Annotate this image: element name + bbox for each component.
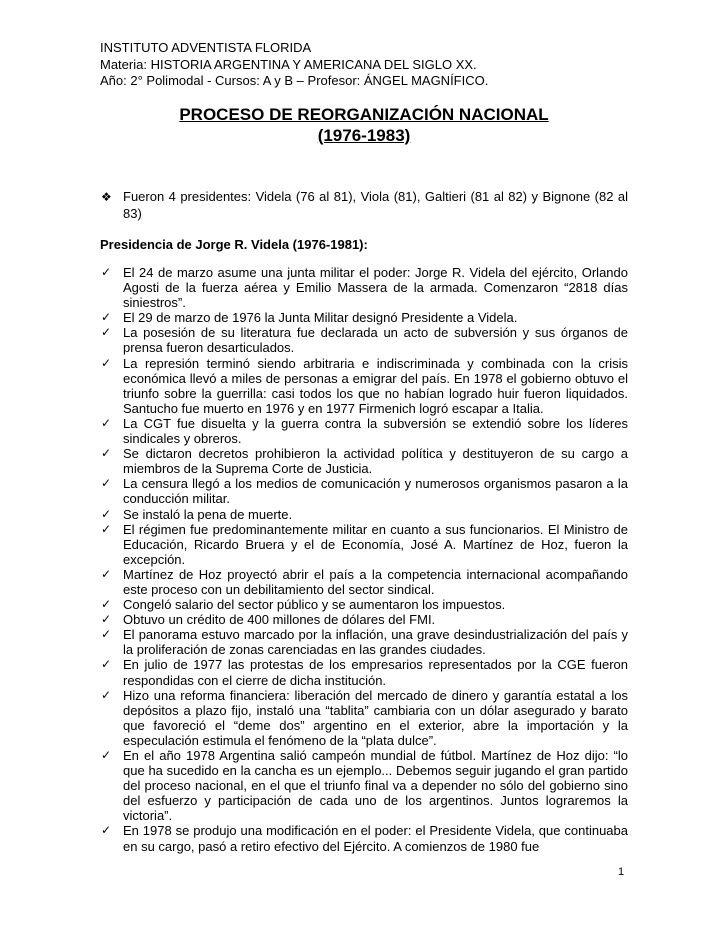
list-item-text: Se dictaron decretos prohibieron la actividad política y destituyeron de su cargo a miembros de la Suprema Corte de Justicia. (123, 446, 628, 477)
title-main: PROCESO DE REORGANIZACIÓN NACIONAL (179, 105, 549, 124)
list-item (100, 522, 628, 567)
list-item (100, 507, 628, 522)
institution-name: INSTITUTO ADVENTISTA FLORIDA (100, 40, 312, 55)
list-item-text: El régimen fue predominantemente militar en cuanto a sus funcionarios. El Ministro de Educación, Ricardo Bruera y el de Economía, José A. Martínez de Hoz, fueron la excepción. (123, 521, 628, 567)
list-item (100, 688, 628, 748)
list-item (100, 446, 628, 476)
list-item (100, 416, 628, 446)
section-heading: Presidencia de Jorge R. Videla (1976-1981): (100, 237, 368, 252)
checkmark-bullet-icon: ✓ (101, 415, 112, 430)
checkmark-bullet-icon: ✓ (101, 687, 112, 702)
list-item-text: Martínez de Hoz proyectó abrir el país a la competencia internacional acompañando este proceso con un debilitamiento del sector sindical. (123, 566, 628, 597)
list-item (100, 356, 628, 416)
list-item (100, 748, 628, 823)
course-line: Año: 2° Polimodal - Cursos: A y B – Profesor: ÁNGEL MAGNÍFICO. (100, 73, 489, 88)
list-item-text: Se instaló la pena de muerte. (123, 506, 293, 522)
check-list (100, 265, 628, 854)
checkmark-bullet-icon: ✓ (101, 476, 112, 491)
checkmark-bullet-icon: ✓ (101, 325, 112, 340)
list-item-text: La censura llegó a los medios de comunicación y numerosos organismos pasaron a la conducción militar. (123, 476, 628, 507)
list-item (100, 325, 628, 355)
list-item-text: El 24 de marzo asume una junta militar el poder: Jorge R. Videla del ejército, Orlando Agosti de la fuerza aérea y Emilio Massera de la armada. Comenzaron “2818 días siniestros”. (123, 265, 628, 311)
checkmark-bullet-icon: ✓ (101, 355, 112, 370)
page-number: 1 (618, 866, 625, 878)
list-item (100, 657, 628, 687)
subject-line: Materia: HISTORIA ARGENTINA Y AMERICANA DEL SIGLO XX. (100, 56, 477, 72)
checkmark-bullet-icon: ✓ (101, 566, 112, 581)
checkmark-bullet-icon: ✓ (101, 823, 112, 838)
diamond-bullet-icon: ❖ (101, 190, 112, 204)
intro-list (100, 189, 628, 222)
list-item-text: Congeló salario del sector público y se aumentaron los impuestos. (123, 597, 506, 613)
list-item-text: Obtuvo un crédito de 400 millones de dólares del FMI. (123, 612, 436, 628)
list-item (100, 189, 628, 222)
title-years: (1976-1983) (317, 126, 411, 145)
list-item (100, 597, 628, 612)
list-item-text: En julio de 1977 las protestas de los empresarios representados por la CGE fueron respondidas con el cierre de dicha institución. (123, 657, 628, 688)
document-header (100, 40, 488, 90)
list-item (100, 310, 628, 325)
list-item (100, 476, 628, 506)
list-item (100, 265, 628, 310)
list-item (100, 823, 628, 853)
checkmark-bullet-icon: ✓ (101, 597, 112, 612)
list-item-text: El 29 de marzo de 1976 la Junta Militar designó Presidente a Videla. (123, 310, 518, 326)
checkmark-bullet-icon: ✓ (101, 627, 112, 642)
checkmark-bullet-icon: ✓ (101, 310, 112, 325)
list-item (100, 567, 628, 597)
checkmark-bullet-icon: ✓ (101, 521, 112, 536)
checkmark-bullet-icon: ✓ (101, 265, 112, 279)
checkmark-bullet-icon: ✓ (101, 657, 112, 672)
page-title (100, 104, 628, 146)
list-item-text: Hizo una reforma financiera: liberación del mercado de dinero y garantía estatal a los depósitos a plazo fijo, instaló una “tablita” cambiaria con un dólar asegurado y barato que favoreció el “deme dos” argentino en el exterior, abre la importación y la especulación estimula el fenómeno de la “plata dulce”. (123, 687, 628, 748)
intro-bullet-text: Fueron 4 presidentes: Videla (76 al 81), Viola (81), Galtieri (81 al 82) y Bignone (82 al 83) (123, 189, 628, 221)
list-item-text: La posesión de su literatura fue declarada un acto de subversión y sus órganos de prensa fueron desarticulados. (123, 325, 628, 356)
list-item-text: En 1978 se produjo una modificación en el poder: el Presidente Videla, que continuaba en su cargo, pasó a retiro efectivo del Ejército. A comienzos de 1980 fue (123, 823, 628, 854)
checkmark-bullet-icon: ✓ (101, 446, 112, 461)
checkmark-bullet-icon: ✓ (101, 748, 112, 762)
list-item (100, 627, 628, 657)
list-item (100, 612, 628, 627)
list-item-text: El panorama estuvo marcado por la inflación, una grave desindustrialización del país y la proliferación de zonas carenciadas en las grandes ciudades. (123, 627, 628, 658)
list-item-text: En el año 1978 Argentina salió campeón mundial de fútbol. Martínez de Hoz dijo: “lo que ha sucedido en la cancha es un ejemplo... Debemos seguir jugando el gran partido del proceso nacional, en el que el triunfo final va a depender no sólo del gobierno sino del esfuerzo y participación de cada uno de los argentinos. Juntos lograremos la victoria”. (123, 748, 628, 824)
list-item-text: La CGT fue disuelta y la guerra contra la subversión se extendió sobre los líderes sindicales y obreros. (123, 415, 628, 447)
checkmark-bullet-icon: ✓ (101, 506, 112, 521)
checkmark-bullet-icon: ✓ (101, 612, 112, 627)
list-item-text: La represión terminó siendo arbitraria e indiscriminada y combinada con la crisis económica llevó a miles de personas a emigrar del país. En 1978 el gobierno obtuvo el triunfo sobre la guerrilla: casi todos los que no habían logrado huir fueron liquidados. Santucho fue muerto en 1976 y en 1977 Firmenich logró escapar a Italia. (123, 355, 628, 416)
